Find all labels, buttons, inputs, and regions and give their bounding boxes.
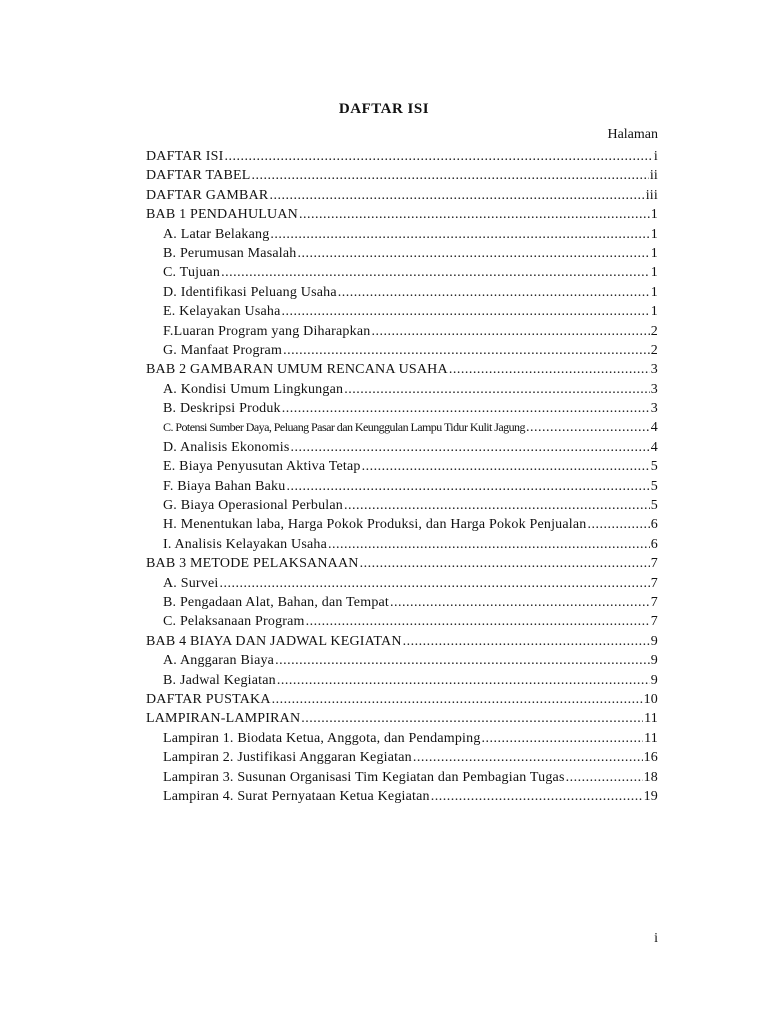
toc-dot-leader xyxy=(482,729,644,748)
toc-entry-page-number: 1 xyxy=(650,207,658,223)
toc-entry-page-number: 11 xyxy=(644,711,658,727)
toc-dot-leader xyxy=(299,205,650,224)
toc-entry-page-number: i xyxy=(653,149,658,164)
toc-dot-leader xyxy=(306,612,650,631)
toc-entry-page-number: 7 xyxy=(650,556,658,572)
toc-dot-leader xyxy=(286,477,649,496)
toc-entry-page-number: 3 xyxy=(650,381,658,397)
toc-dot-leader xyxy=(362,457,650,476)
toc-entry xyxy=(146,593,658,612)
toc-entry-label: LAMPIRAN-LAMPIRAN xyxy=(146,711,301,727)
toc-entry-page-number: 10 xyxy=(643,691,658,707)
toc-entry-page-number: 1 xyxy=(650,265,658,281)
toc-entry-page-number: 9 xyxy=(650,672,658,688)
toc-entry xyxy=(146,244,658,263)
toc-dot-leader xyxy=(225,147,653,166)
toc-dot-leader xyxy=(328,535,650,554)
toc-entry-page-number: 9 xyxy=(650,653,658,669)
toc-entry xyxy=(146,554,658,573)
toc-dot-leader xyxy=(587,515,649,534)
toc-entry-label: Lampiran 1. Biodata Ketua, Anggota, dan Pendamping xyxy=(163,730,481,746)
toc-entry-page-number: 2 xyxy=(650,342,658,358)
toc-dot-leader xyxy=(403,632,650,651)
toc-entry-page-number: 7 xyxy=(650,614,658,630)
toc-entry-label: C. Tujuan xyxy=(163,265,221,281)
toc-entry xyxy=(146,418,658,437)
toc-entry-page-number: 18 xyxy=(643,769,658,785)
toc-entry-label: Lampiran 2. Justifikasi Anggaran Kegiatan xyxy=(163,750,412,766)
toc-entry-label: A. Latar Belakang xyxy=(163,226,270,242)
toc-entry-label: H. Menentukan laba, Harga Pokok Produksi, dan Harga Pokok Penjualan xyxy=(163,517,587,533)
toc-entry-label: A. Survei xyxy=(163,575,219,591)
toc-dot-leader xyxy=(390,593,650,612)
toc-entry-page-number: ii xyxy=(649,168,658,184)
toc-entry-page-number: 5 xyxy=(650,498,658,514)
toc-entry xyxy=(146,263,658,282)
table-of-contents xyxy=(146,147,658,806)
toc-entry xyxy=(146,671,658,690)
toc-entry-label: A. Kondisi Umum Lingkungan xyxy=(163,381,344,397)
toc-dot-leader xyxy=(272,690,643,709)
toc-dot-leader xyxy=(282,399,650,418)
toc-entry-page-number: 1 xyxy=(650,245,658,261)
toc-entry-page-number: 1 xyxy=(650,284,658,300)
toc-dot-leader xyxy=(371,322,649,341)
toc-entry-label: BAB 4 BIAYA DAN JADWAL KEGIATAN xyxy=(146,633,402,649)
toc-entry-page-number: iii xyxy=(645,187,658,203)
toc-entry-label: DAFTAR PUSTAKA xyxy=(146,691,271,707)
toc-dot-leader xyxy=(282,302,650,321)
toc-entry-label: BAB 1 PENDAHULUAN xyxy=(146,207,298,223)
toc-entry-page-number: 19 xyxy=(643,788,658,804)
toc-entry-label: E. Kelayakan Usaha xyxy=(163,304,281,320)
toc-entry-page-number: 3 xyxy=(650,401,658,417)
footer-page-number: i xyxy=(654,931,658,946)
toc-entry-label: D. Identifikasi Peluang Usaha xyxy=(163,284,337,300)
toc-dot-leader xyxy=(360,554,650,573)
toc-entry-label: F.Luaran Program yang Diharapkan xyxy=(163,323,371,339)
toc-entry-label: I. Analisis Kelayakan Usaha xyxy=(163,536,328,552)
toc-dot-leader xyxy=(270,225,649,244)
toc-entry xyxy=(146,496,658,515)
toc-entry xyxy=(146,302,658,321)
toc-entry xyxy=(146,690,658,709)
toc-entry-label: Lampiran 4. Surat Pernyataan Ketua Kegiatan xyxy=(163,788,430,804)
toc-entry-label: G. Biaya Operasional Perbulan xyxy=(163,498,343,514)
toc-entry xyxy=(146,612,658,631)
toc-entry xyxy=(146,574,658,593)
toc-dot-leader xyxy=(301,709,643,728)
toc-entry-page-number: 4 xyxy=(650,439,658,455)
toc-entry-page-number: 6 xyxy=(650,517,658,533)
toc-entry-label: Lampiran 3. Susunan Organisasi Tim Kegiatan dan Pembagian Tugas xyxy=(163,769,565,785)
toc-entry-page-number: 6 xyxy=(650,536,658,552)
toc-entry xyxy=(146,205,658,224)
toc-entry-page-number: 7 xyxy=(650,594,658,610)
toc-entry xyxy=(146,709,658,728)
toc-entry-page-number: 16 xyxy=(643,750,658,766)
toc-entry xyxy=(146,515,658,534)
toc-entry-page-number: 1 xyxy=(650,226,658,242)
toc-entry xyxy=(146,632,658,651)
toc-dot-leader xyxy=(221,263,650,282)
toc-dot-leader xyxy=(277,671,650,690)
toc-entry-page-number: 5 xyxy=(650,459,658,475)
toc-entry xyxy=(146,438,658,457)
toc-dot-leader xyxy=(269,186,644,205)
toc-entry xyxy=(146,787,658,806)
toc-entry-page-number: 4 xyxy=(650,420,658,436)
toc-dot-leader xyxy=(252,166,649,185)
toc-entry-label: DAFTAR ISI xyxy=(146,149,224,164)
toc-dot-leader xyxy=(526,418,650,437)
toc-entry-label: B. Pengadaan Alat, Bahan, dan Tempat xyxy=(163,594,390,610)
toc-entry xyxy=(146,186,658,205)
toc-dot-leader xyxy=(413,748,643,767)
toc-entry xyxy=(146,380,658,399)
toc-entry xyxy=(146,225,658,244)
toc-entry-page-number: 9 xyxy=(650,633,658,649)
toc-entry-page-number: 2 xyxy=(650,323,658,339)
toc-entry-label: DAFTAR TABEL xyxy=(146,168,251,184)
toc-entry-label: C. Potensi Sumber Daya, Peluang Pasar dan Keunggulan Lampu Tidur Kulit Jagung xyxy=(163,420,525,435)
toc-entry xyxy=(146,399,658,418)
toc-entry-label: C. Pelaksanaan Program xyxy=(163,614,305,630)
toc-entry-label: B. Perumusan Masalah xyxy=(163,245,297,261)
toc-entry-page-number: 3 xyxy=(650,362,658,378)
toc-entry xyxy=(146,768,658,787)
toc-dot-leader xyxy=(344,496,650,515)
toc-entry xyxy=(146,322,658,341)
toc-entry-label: BAB 3 METODE PELAKSANAAN xyxy=(146,556,359,572)
toc-entry xyxy=(146,729,658,748)
toc-dot-leader xyxy=(338,283,650,302)
toc-entry-label: D. Analisis Ekonomis xyxy=(163,439,290,455)
toc-entry-page-number: 5 xyxy=(650,478,658,494)
toc-entry xyxy=(146,283,658,302)
toc-entry xyxy=(146,341,658,360)
toc-entry-label: B. Deskripsi Produk xyxy=(163,401,281,417)
toc-dot-leader xyxy=(291,438,650,457)
toc-entry-label: A. Anggaran Biaya xyxy=(163,653,275,669)
page-column-label: Halaman xyxy=(607,127,658,142)
toc-dot-leader xyxy=(283,341,650,360)
toc-dot-leader xyxy=(431,787,643,806)
toc-entry xyxy=(146,748,658,767)
toc-dot-leader xyxy=(219,574,649,593)
toc-entry-label: B. Jadwal Kegiatan xyxy=(163,672,276,688)
toc-entry-page-number: 11 xyxy=(644,730,658,746)
toc-entry xyxy=(146,457,658,476)
toc-entry-label: E. Biaya Penyusutan Aktiva Tetap xyxy=(163,459,361,475)
toc-dot-leader xyxy=(297,244,649,263)
toc-entry xyxy=(146,535,658,554)
toc-entry-page-number: 7 xyxy=(650,575,658,591)
toc-entry xyxy=(146,651,658,670)
toc-entry-page-number: 1 xyxy=(650,304,658,320)
toc-entry-label: G. Manfaat Program xyxy=(163,342,283,358)
toc-entry xyxy=(146,360,658,379)
toc-dot-leader xyxy=(344,380,650,399)
toc-dot-leader xyxy=(275,651,650,670)
toc-entry-label: F. Biaya Bahan Baku xyxy=(163,478,286,494)
page-title: DAFTAR ISI xyxy=(338,101,430,117)
toc-entry xyxy=(146,147,658,166)
toc-entry xyxy=(146,477,658,496)
toc-entry xyxy=(146,166,658,185)
toc-entry-label: BAB 2 GAMBARAN UMUM RENCANA USAHA xyxy=(146,362,448,378)
toc-dot-leader xyxy=(449,360,650,379)
toc-dot-leader xyxy=(566,768,643,787)
toc-entry-label: DAFTAR GAMBAR xyxy=(146,187,269,203)
